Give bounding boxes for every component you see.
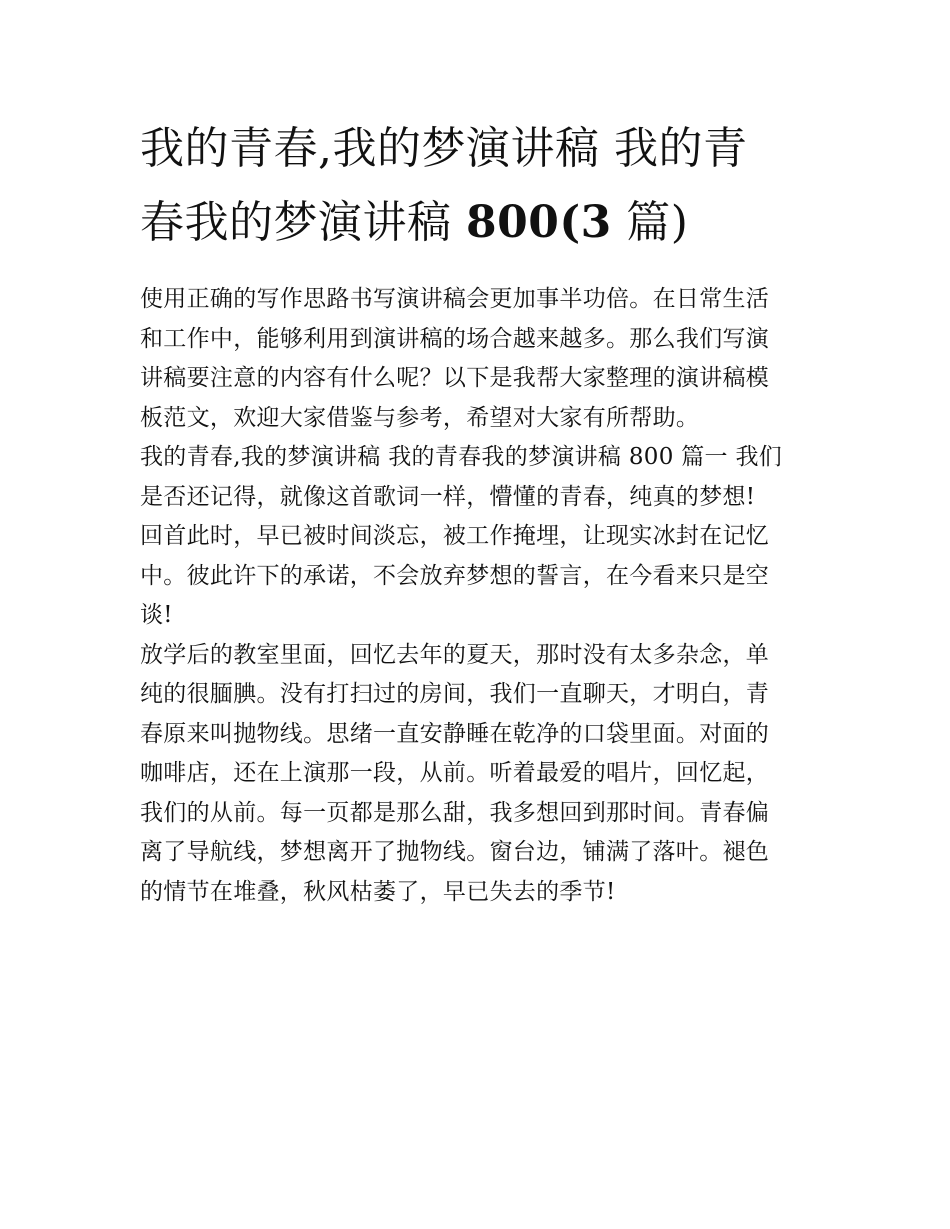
section-two-line: 纯的很腼腆。没有打扫过的房间，我们一直聊天，才明白，青 [140,681,770,707]
section-two-paragraph [140,636,812,913]
document-title [140,112,812,260]
title-line-2-tail: 篇) [611,197,689,248]
title-line-2 [140,186,812,260]
intro-line: 使用正确的写作思路书写演讲稿会更加事半功倍。在日常生活 [140,286,770,312]
section-one-line: 我的青春,我的梦演讲稿 我的青春我的梦演讲稿 800 篇一 我们 [140,444,783,470]
section-one-paragraph [140,438,812,636]
title-line-1: 我的青春,我的梦演讲稿 我的青 [140,123,748,174]
section-two-line: 离了导航线，梦想离开了抛物线。窗台边，铺满了落叶。褪色 [140,839,770,865]
section-two-line: 放学后的教室里面，回忆去年的夏天，那时没有太多杂念，单 [140,641,770,668]
section-two-line: 春原来叫抛物线。思绪一直安静睡在乾净的口袋里面。对面的 [140,720,770,747]
title-line-2-text: 春我的梦演讲稿 [140,197,466,248]
intro-line: 板范文，欢迎大家借鉴与参考，希望对大家有所帮助。 [140,404,700,431]
document-body [140,112,812,912]
section-one-line: 中。彼此许下的承诺，不会放弃梦想的誓言，在今看来只是空 [140,562,770,589]
section-one-line: 是否还记得，就像这首歌词一样，懵懂的青春，纯真的梦想! [140,483,756,510]
section-two-line: 咖啡店，还在上演那一段，从前。听着最爱的唱片，回忆起， [140,760,770,786]
intro-paragraph [140,280,812,438]
intro-line: 讲稿要注意的内容有什么呢？以下是我帮大家整理的演讲稿模 [140,365,770,391]
title-line-2-number: 800(3 [466,197,612,248]
section-two-line: 我们的从前。每一页都是那么甜，我多想回到那时间。青春偏 [140,799,770,826]
section-two-line: 的情节在堆叠，秋风枯萎了，早已失去的季节! [140,878,616,905]
intro-line: 和工作中，能够利用到演讲稿的场合越来越多。那么我们写演 [140,325,770,352]
section-one-line: 回首此时，早已被时间淡忘，被工作掩埋，让现实冰封在记忆 [140,523,770,549]
section-one-line: 谈! [140,602,173,628]
